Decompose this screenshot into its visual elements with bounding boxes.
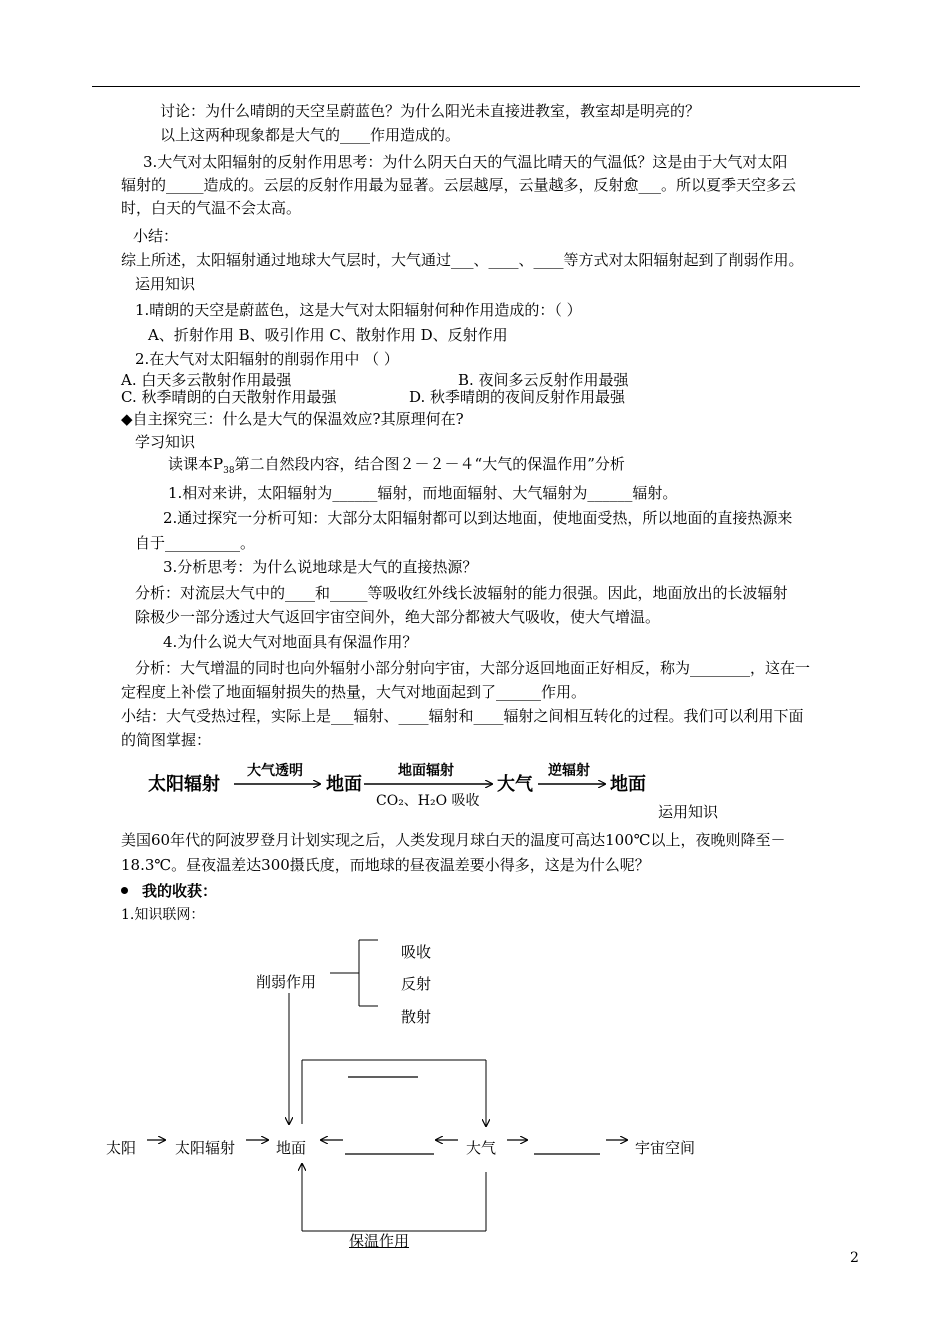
option-d: D. 秋季晴朗的夜间反射作用最强 — [409, 388, 626, 406]
flow-node-ground: 地面 — [326, 774, 362, 795]
option-b: B. 夜间多云反射作用最强 — [458, 371, 629, 389]
concept-keep-warm: 保温作用 — [349, 1232, 410, 1250]
concept-sun: 太阳 — [106, 1139, 137, 1157]
text-line: 辐射的_____造成的。云层的反射作用最为显著。云层越厚，云量越多，反射愈___。所以夏季天空多云 — [121, 176, 797, 194]
option-c: C. 秋季晴朗的白天散射作用最强 — [121, 388, 337, 406]
concept-space: 宇宙空间 — [635, 1139, 696, 1157]
text-line: 2.通过探究一分析可知：大部分太阳辐射都可以到达地面，使地面受热，所以地面的直接热源来 — [163, 509, 793, 527]
flow-arrow-label: 大气透明 — [247, 763, 303, 779]
concept-absorb: 吸收 — [401, 943, 432, 961]
text-line: 自于__________。 — [135, 534, 256, 552]
text-line: 以上这两种现象都是大气的____作用造成的。 — [160, 126, 461, 144]
section-heading: ◆自主探究三：什么是大气的保温效应?其原理何在? — [121, 410, 464, 428]
text-line: 综上所述，太阳辐射通过地球大气层时，大气通过___、____、____等方式对太阳辐射起到了削弱作用。 — [121, 251, 804, 269]
concept-weaken: 削弱作用 — [256, 973, 317, 991]
question-1: 1.晴朗的天空是蔚蓝色，这是大气对太阳辐射何种作用造成的：（ ） — [135, 301, 582, 319]
text-line: 小结：大气受热过程，实际上是___辐射、____辐射和____辐射之间相互转化的过程。我们可以利用下面 — [121, 707, 804, 725]
section-heading: 运用知识 — [135, 275, 196, 293]
flow-node-atmosphere: 大气 — [497, 774, 533, 795]
harvest-heading: 我的收获： — [121, 882, 217, 900]
page-number: 2 — [850, 1250, 859, 1266]
concept-atmosphere: 大气 — [466, 1139, 497, 1157]
text-line: 除极少一部分透过大气返回宇宙空间外，绝大部分都被大气吸收，使大气增温。 — [135, 608, 661, 626]
concept-scatter: 散射 — [401, 1008, 432, 1026]
flow-arrow-label: 地面辐射 — [398, 763, 454, 779]
discussion-line: 讨论：为什么晴朗的天空呈蔚蓝色？为什么阳光未直接进教室，教室却是明亮的？ — [160, 102, 701, 120]
text-line: 3.分析思考：为什么说地球是大气的直接热源？ — [163, 558, 478, 576]
flow-node-solar: 太阳辐射 — [148, 774, 220, 795]
option-a: A. 白天多云散射作用最强 — [121, 371, 292, 389]
text-line: 1.知识联网： — [121, 907, 205, 923]
concept-solar-radiation: 太阳辐射 — [175, 1139, 236, 1157]
text-line: 美国60年代的阿波罗登月计划实现之后，人类发现月球白天的温度可高达100℃以上，夜晚则降至－ — [121, 831, 786, 849]
text-line: 的简图掌握： — [121, 731, 212, 749]
text-line: 3.大气对太阳辐射的反射作用思考：为什么阴天白天的气温比晴天的气温低？这是由于大气对太阳 — [143, 153, 788, 171]
text-line: 分析：大气增温的同时也向外辐射小部分射向宇宙，大部分返回地面正好相反，称为________，这在一 — [135, 659, 811, 677]
text-line: 定程度上补偿了地面辐射损失的热量，大气对地面起到了______作用。 — [121, 683, 587, 701]
text-line: 18.3℃。昼夜温差达300摄氏度，而地球的昼夜温差要小得多，这是为什么呢？ — [121, 856, 650, 874]
text-line: 4.为什么说大气对地面具有保温作用？ — [163, 633, 418, 651]
concept-reflect: 反射 — [401, 975, 432, 993]
text-line: 1.相对来讲，太阳辐射为______辐射，而地面辐射、大气辐射为______辐射。 — [168, 484, 678, 502]
text-line: 分析：对流层大气中的____和_____等吸收红外线长波辐射的能力很强。因此，地面放出的长波辐射 — [135, 584, 788, 602]
flow-arrow-sublabel: CO₂、H₂O 吸收 — [376, 793, 480, 809]
flow-node-ground: 地面 — [610, 774, 646, 795]
concept-ground: 地面 — [276, 1139, 307, 1157]
flow-arrow-label: 逆辐射 — [548, 763, 590, 779]
section-heading: 学习知识 — [135, 433, 196, 451]
section-heading: 运用知识 — [658, 803, 719, 821]
text-line: 读课本$P_{38}$第二自然段内容，结合图２－２－４“大气的保温作用”分析 — [168, 455, 625, 476]
summary-heading: 小结： — [133, 227, 179, 245]
question-1-options: A、折射作用 B、吸引作用 C、散射作用 D、反射作用 — [148, 326, 508, 344]
question-2: 2.在大气对太阳辐射的削弱作用中 （ ） — [135, 350, 399, 368]
text-line: 时，白天的气温不会太高。 — [121, 199, 302, 217]
